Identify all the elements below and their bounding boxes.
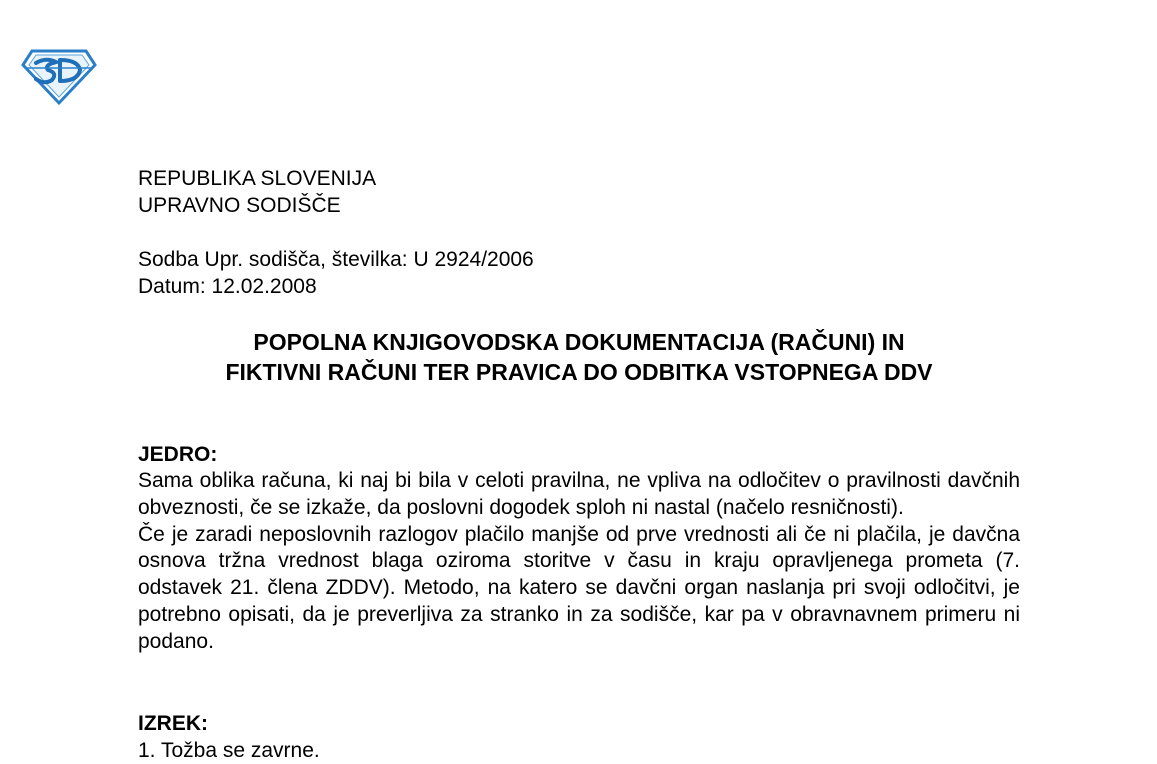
title-line-2: FIKTIVNI RAČUNI TER PRAVICA DO ODBITKA VSTOPNEGA DDV [225, 359, 933, 385]
jedro-paragraph-2: Če je zaradi neposlovnih razlogov plačilo manjše od prve vrednosti ali če ni plačila, je davčna osnova tržna vrednost blaga oziroma storitve v času in kraju opravljenega prometa (7. odstavek 21. člena ZDDV). Metodo, na katero se davčni organ naslanja pri svoji odločitvi, je potrebno opisati, da je preverljiva za stranko in za sodišče, kar pa v obravnavnem primeru ni podano. [138, 522, 1020, 653]
title-line-1: POPOLNA KNJIGOVODSKA DOKUMENTACIJA (RAČUNI) IN [253, 329, 905, 355]
case-info [138, 246, 534, 300]
izrek-first-line: 1. Tožba se zavrne. [138, 739, 320, 762]
jedro-body [138, 468, 1020, 656]
header-court: UPRAVNO SODIŠČE [138, 194, 341, 217]
jedro-heading: JEDRO: [138, 443, 218, 466]
case-number: Sodba Upr. sodišča, številka: U 2924/2006 [138, 248, 534, 271]
court-header [138, 165, 376, 219]
court-logo-icon [22, 47, 96, 105]
document-title [138, 327, 1020, 387]
case-date: Datum: 12.02.2008 [138, 275, 317, 298]
izrek-heading: IZREK: [138, 712, 208, 735]
jedro-paragraph-1: Sama oblika računa, ki naj bi bila v celoti pravilna, ne vpliva na odločitev o pravilnosti davčnih obveznosti, če se izkaže, da poslovni dogodek sploh ni nastal (načelo resničnosti). [138, 469, 1020, 519]
header-country: REPUBLIKA SLOVENIJA [138, 167, 377, 190]
